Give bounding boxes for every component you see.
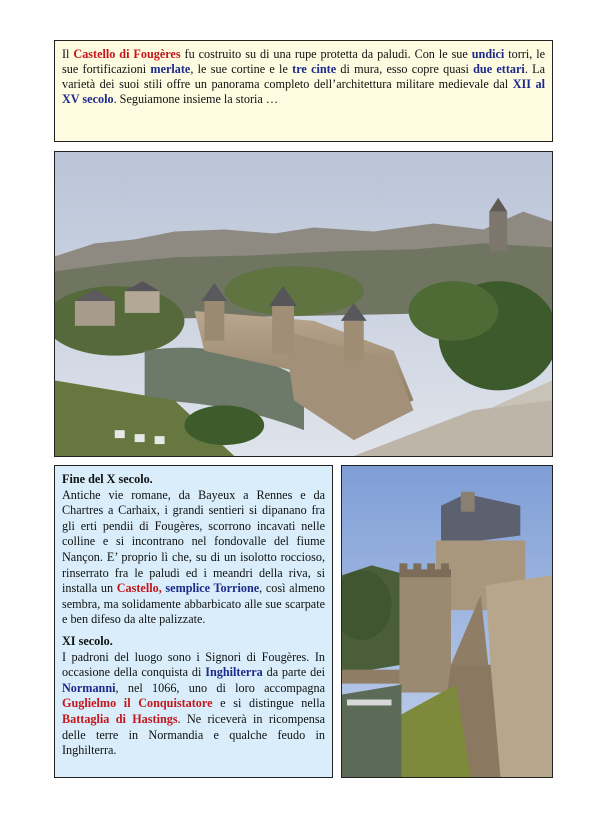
intro-text-box xyxy=(54,40,553,142)
hastings-highlight: Battaglia di Hastings xyxy=(62,711,178,726)
tre-cinte-highlight: tre cinte xyxy=(292,62,337,76)
intro-text: Il Castello di Fougères fu costruito su di una rupe protetta da paludi. Con le sue undici torri, le sue fortificazioni merlate, le sue cortine e le tre cinte di mura, esso copre quasi due ettari. La varietà dei suoi stili offre un panorama completo dell’architettura militare medievale dal XII al XV secolo. Seguiamone insieme la storia … xyxy=(62,47,546,106)
castle-tower-photo xyxy=(341,465,553,778)
merlate-highlight: merlate xyxy=(150,62,191,76)
section-title-xi-century: XI secolo. xyxy=(62,633,113,648)
centuries-highlight: XII al XV secolo xyxy=(62,77,545,106)
section-text-xi-century: I padroni del luogo sono i Signori di Fougères. In occasione della conquista di Inghilterra da parte dei Normanni, nel 1066, uno di loro accompagna Guglielmo il Conquistatore e si distingue nella Battaglia di Hastings. Ne riceverà in ricompensa delle terre in Normandia e qualche feudo in Inghilterra. xyxy=(62,649,326,758)
normanni-highlight: Normanni xyxy=(62,680,116,695)
section-text-x-century: Antiche vie romane, da Bayeux a Rennes e da Chartres a Carhaix, i grandi sentieri si dipanano fra gli erti pendii di Fougères, scorrono incavati nelle colline e si incontrano nel fondovalle del fiume Nançon. E’ proprio lì che, su di un isolotto roccioso, rinserrato fra le paludi ed i meandri della riva, si installa un Castello, semplice Torrione, così almeno sembra, ma solidamente abbarbicato alle sue scarpate e ben difeso da alte palizzate. xyxy=(62,487,326,627)
section-title-x-century: Fine del X secolo. xyxy=(62,472,153,486)
history-text-box xyxy=(54,465,333,778)
guglielmo-highlight: Guglielmo il Conquistatore xyxy=(62,696,213,711)
due-ettari-highlight: due ettari xyxy=(473,62,525,76)
torrione-highlight: semplice Torrione xyxy=(165,581,260,596)
castle-name: Castello di Fougères xyxy=(73,47,181,61)
inghilterra-highlight: Inghilterra xyxy=(205,665,263,680)
castello-highlight: Castello, xyxy=(116,581,162,596)
castle-panorama-photo xyxy=(54,151,553,457)
undici-highlight: undici xyxy=(471,47,505,61)
